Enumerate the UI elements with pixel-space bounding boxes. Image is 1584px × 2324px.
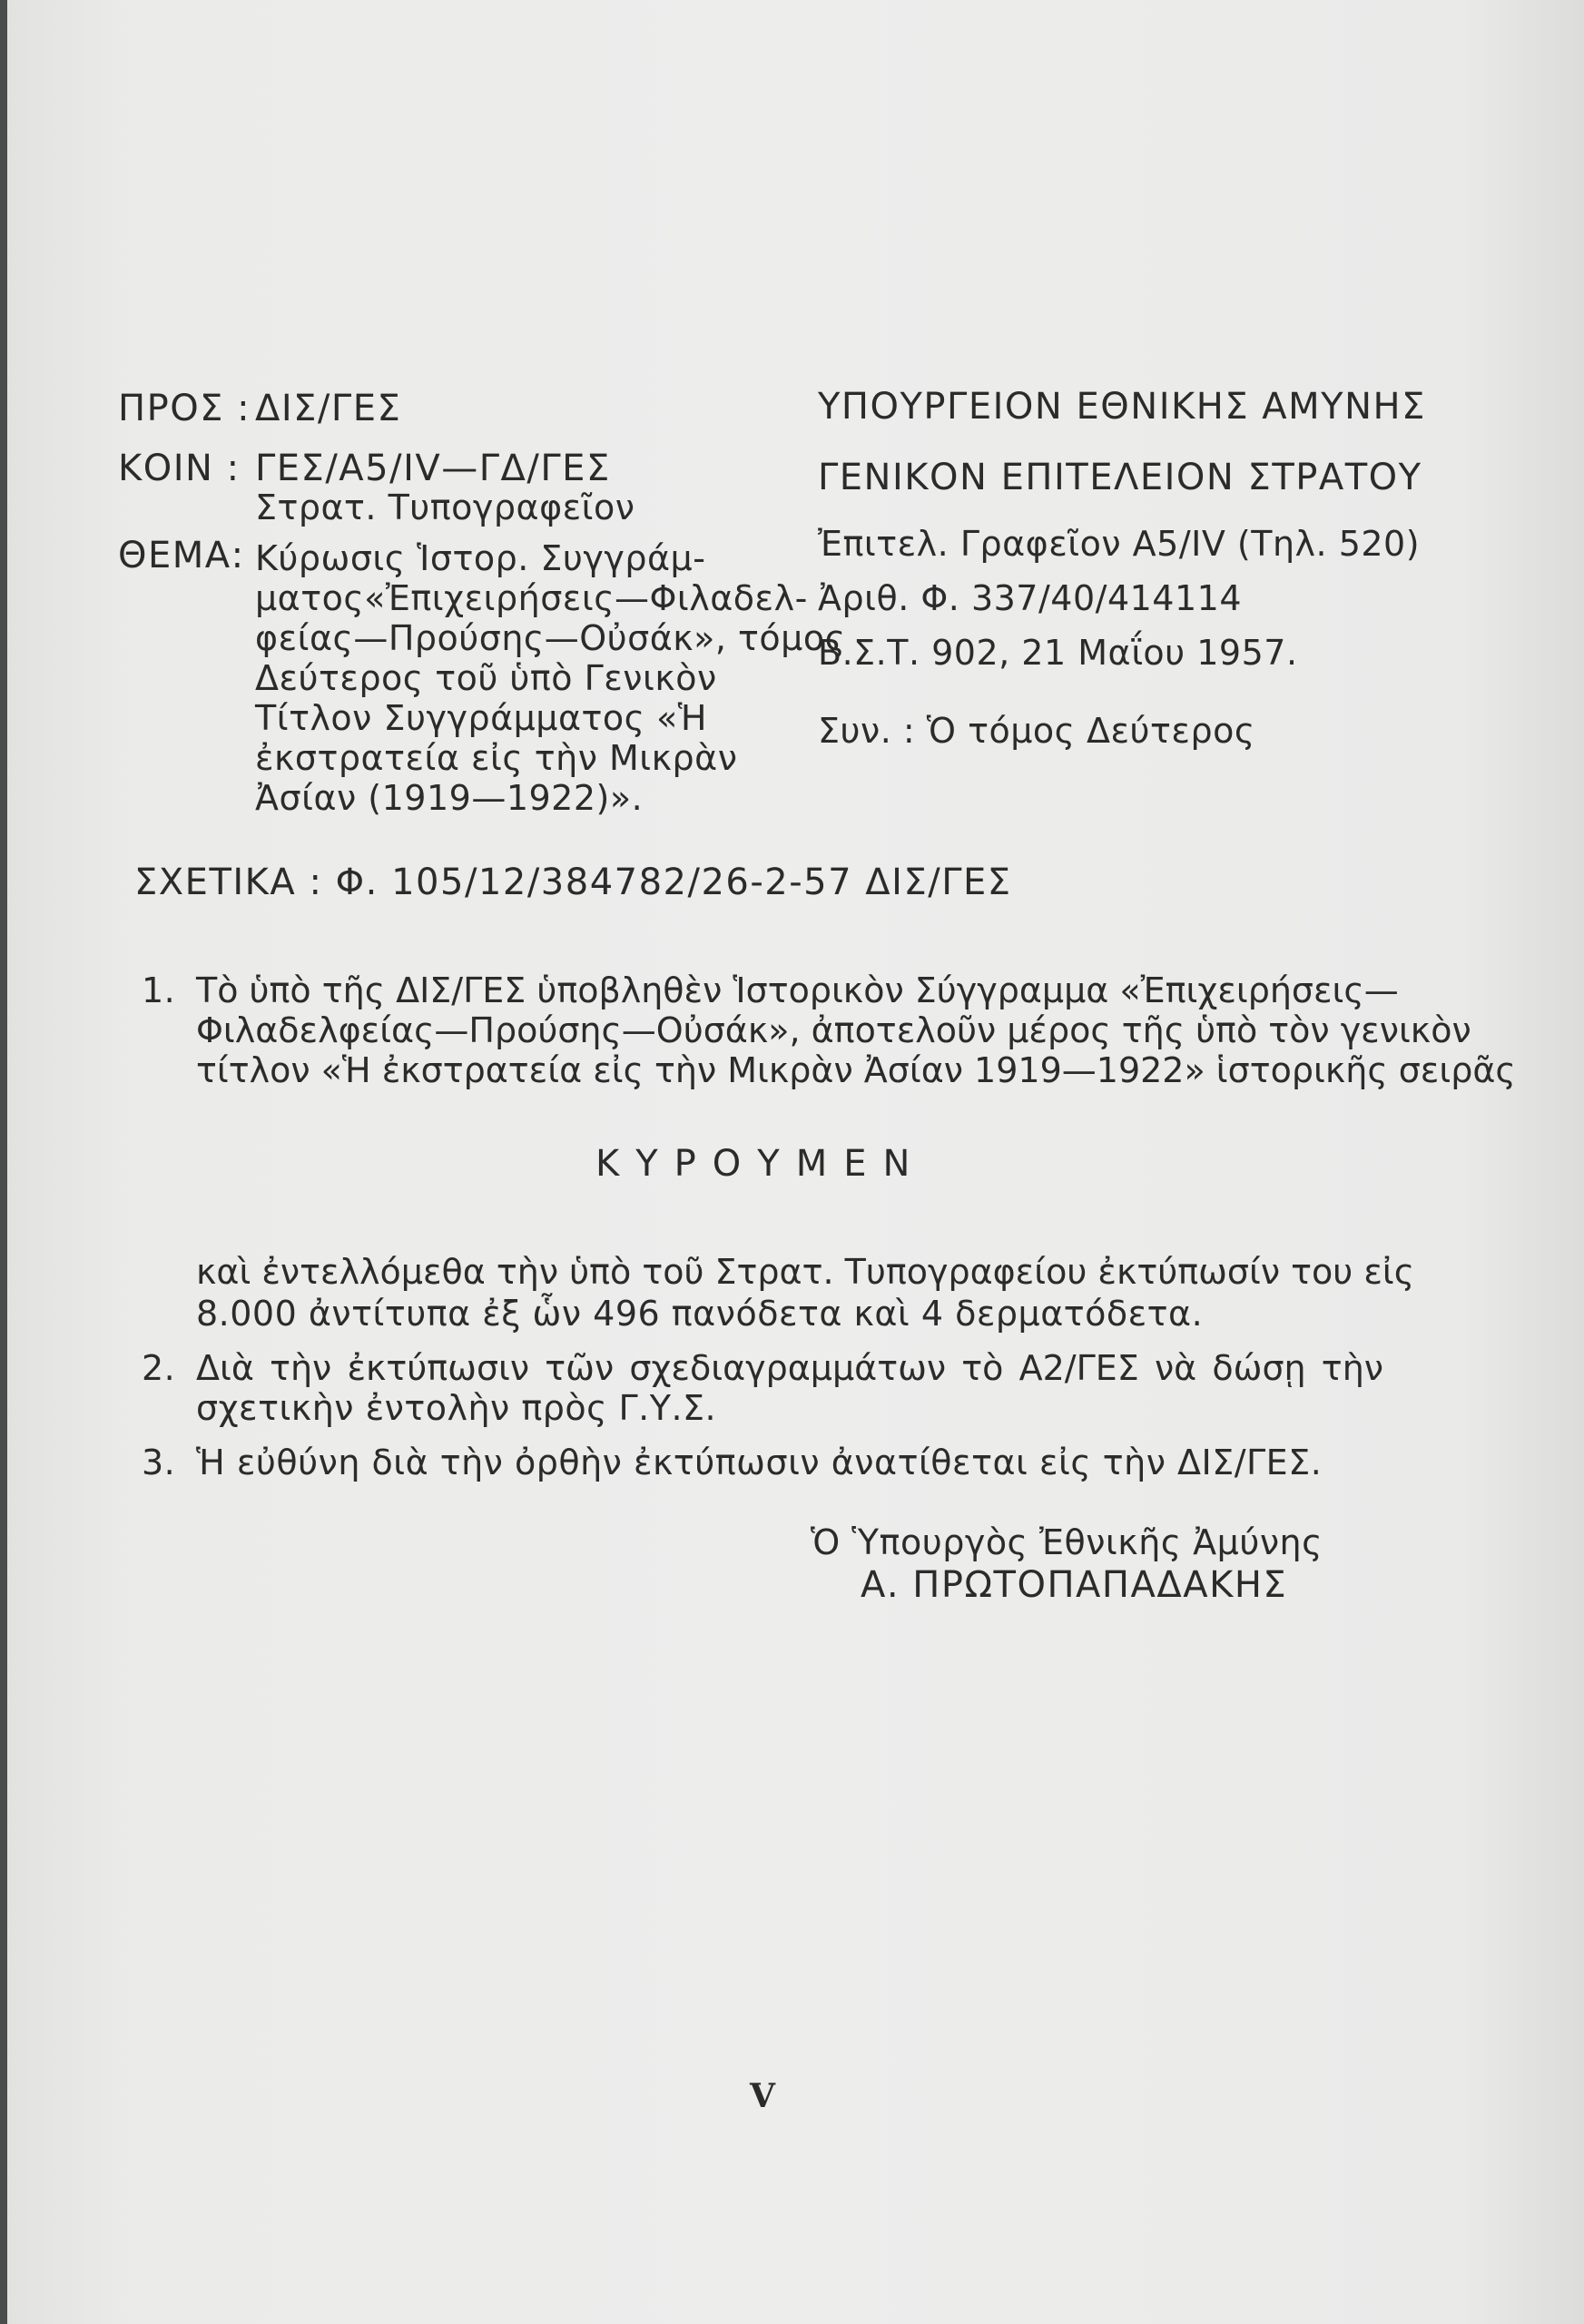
continuation-line: 8.000 ἀντίτυπα ἐξ ὧν 496 πανόδετα καὶ 4 δερματόδετα. <box>196 1294 1204 1334</box>
paragraph-2-number: 2. <box>142 1348 176 1388</box>
paragraph-1-number: 1. <box>142 970 176 1010</box>
document-page <box>7 0 1584 2324</box>
pros-label: ΠΡΟΣ : <box>118 388 251 429</box>
paragraph-2-line: σχετικὴν ἐντολὴν πρὸς Γ.Υ.Σ. <box>196 1388 717 1428</box>
thema-line: ἐκστρατεία εἰς τὴν Μικρὰν <box>255 738 738 778</box>
continuation-line: καὶ ἐντελλόμεθα τὴν ὑπὸ τοῦ Στρατ. Τυπογραφείου ἐκτύπωσίν του εἰς <box>196 1252 1415 1292</box>
attachment-line: Συν. : Ὁ τόμος Δεύτερος <box>818 711 1255 751</box>
paragraph-3-number: 3. <box>142 1443 176 1482</box>
koin-value-2: Στρατ. Τυπογραφεῖον <box>255 487 635 527</box>
page-number: V <box>750 2077 775 2115</box>
kyroumen-heading: ΚΥΡΟΥΜΕΝ <box>595 1143 927 1185</box>
paragraph-2-line: Διὰ τὴν ἐκτύπωσιν τῶν σχεδιαγραμμάτων τὸ Α2/ΓΕΣ νὰ δώσῃ τὴν <box>196 1348 1383 1388</box>
paragraph-1-line: Φιλαδελφείας—Προύσης—Οὐσάκ», ἀποτελοῦν μέρος τῆς ὑπὸ τὸν γενικὸν <box>196 1010 1471 1050</box>
thema-label: ΘΕΜΑ: <box>118 535 245 576</box>
pros-value: ΔΙΣ/ΓΕΣ <box>255 388 402 429</box>
thema-line: φείας—Προύσης—Οὐσάκ», τόμος <box>255 618 846 658</box>
paragraph-3-text: Ἡ εὐθύνη διὰ τὴν ὀρθὴν ἐκτύπωσιν ἀνατίθεται εἰς τὴν ΔΙΣ/ΓΕΣ. <box>196 1443 1323 1482</box>
office-line: Ἐπιτελ. Γραφεῖον Α5/ΙV (Τηλ. 520) <box>818 524 1421 564</box>
thema-line: Τίτλον Συγγράμματος «Ἡ <box>255 698 708 738</box>
thema-line: ματος«Ἐπιχειρήσεις—Φιλαδελ- <box>255 578 808 618</box>
ministry-title: ΥΠΟΥΡΓΕΙΟΝ ΕΘΝΙΚΗΣ ΑΜΥΝΗΣ <box>818 386 1426 428</box>
thema-line: Δεύτερος τοῦ ὑπὸ Γενικὸν <box>255 658 717 698</box>
reference-line: ΣΧΕΤΙΚΑ : Φ. 105/12/384782/26-2-57 ΔΙΣ/ΓΕΣ <box>134 862 1012 903</box>
signature-title: Ὁ Ὑπουργὸς Ἐθνικῆς Ἀμύνης <box>811 1522 1323 1562</box>
document-date: Β.Σ.Τ. 902, 21 Μαΐου 1957. <box>818 633 1298 673</box>
koin-value-1: ΓΕΣ/Α5/ΙV—ΓΔ/ΓΕΣ <box>255 448 611 489</box>
koin-label: ΚΟΙΝ : <box>118 448 241 489</box>
signature-name: Α. ΠΡΩΤΟΠΑΠΑΔΑΚΗΣ <box>861 1564 1288 1606</box>
staff-title: ΓΕΝΙΚΟΝ ΕΠΙΤΕΛΕΙΟΝ ΣΤΡΑΤΟΥ <box>818 457 1422 498</box>
thema-line: Ἀσίαν (1919—1922)». <box>255 778 644 818</box>
paragraph-1-line: Τὸ ὑπὸ τῆς ΔΙΣ/ΓΕΣ ὑποβληθὲν Ἱστορικὸν Σύγγραμμα «Ἐπιχειρήσεις— <box>196 970 1399 1010</box>
paragraph-1-line: τίτλον «Ἡ ἐκστρατεία εἰς τὴν Μικρὰν Ἀσίαν 1919—1922» ἱστορικῆς σειρᾶς <box>196 1050 1516 1090</box>
protocol-number: Ἀριθ. Φ. 337/40/414114 <box>818 578 1242 618</box>
thema-line: Κύρωσις Ἱστορ. Συγγράμ- <box>255 538 706 578</box>
